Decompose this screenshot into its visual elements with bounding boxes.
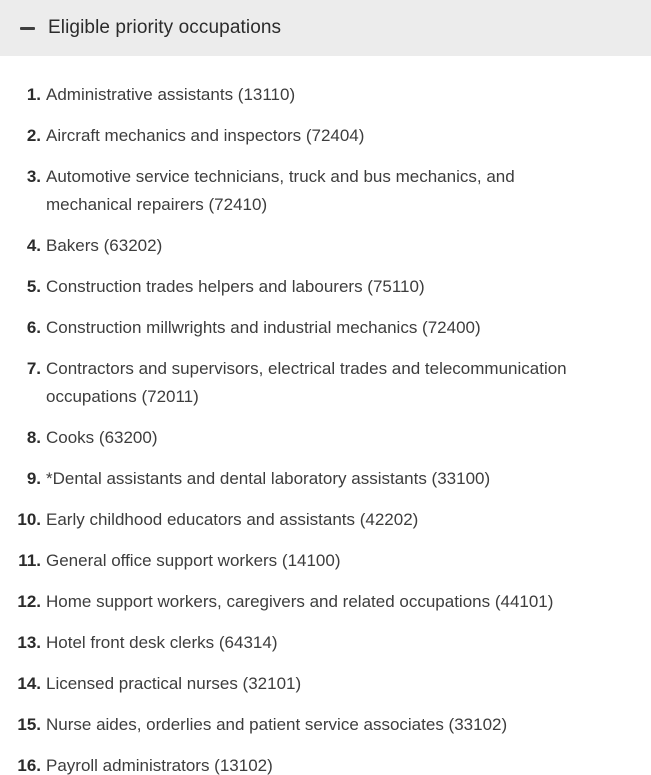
list-item-number: 9. bbox=[26, 469, 41, 488]
occupation-list-item bbox=[0, 506, 651, 534]
list-item-number: 15. bbox=[17, 715, 41, 734]
occupation-list-item bbox=[0, 670, 651, 698]
list-item-number: 5. bbox=[26, 277, 41, 296]
list-item-label: Nurse aides, orderlies and patient service associates (33102) bbox=[46, 715, 508, 734]
list-item-number: 8. bbox=[26, 428, 41, 447]
list-item-number: 2. bbox=[26, 126, 41, 145]
occupation-list-item bbox=[0, 273, 651, 301]
occupation-list-item bbox=[0, 588, 651, 616]
list-item-label: Contractors and supervisors, electrical trades and telecommunication occupations (72011) bbox=[46, 359, 567, 406]
list-item-number: 1. bbox=[26, 85, 41, 104]
list-item-number: 3. bbox=[26, 167, 41, 186]
occupation-list-item bbox=[0, 465, 651, 493]
occupation-list-item bbox=[0, 314, 651, 342]
list-item-label: Home support workers, caregivers and related occupations (44101) bbox=[46, 592, 554, 611]
accordion-header-eligible-priority-occupations[interactable] bbox=[0, 0, 651, 56]
list-item-number: 13. bbox=[17, 633, 41, 652]
occupation-list bbox=[0, 56, 651, 775]
list-item-number: 14. bbox=[17, 674, 41, 693]
list-item-label: *Dental assistants and dental laboratory assistants (33100) bbox=[46, 469, 491, 488]
minus-icon bbox=[20, 27, 35, 30]
list-item-label: Cooks (63200) bbox=[46, 428, 158, 447]
occupation-list-item bbox=[0, 711, 651, 739]
list-item-label: Early childhood educators and assistants (42202) bbox=[46, 510, 419, 529]
list-item-number: 6. bbox=[26, 318, 41, 337]
list-item-label: Aircraft mechanics and inspectors (72404) bbox=[46, 126, 365, 145]
occupation-list-item bbox=[0, 629, 651, 657]
list-item-label: Payroll administrators (13102) bbox=[46, 756, 273, 775]
list-item-label: Bakers (63202) bbox=[46, 236, 163, 255]
occupation-list-item bbox=[0, 424, 651, 452]
list-item-number: 11. bbox=[18, 551, 41, 570]
list-item-label: Construction millwrights and industrial mechanics (72400) bbox=[46, 318, 481, 337]
list-item-number: 12. bbox=[17, 592, 41, 611]
occupation-list-item bbox=[0, 547, 651, 575]
occupation-list-item bbox=[0, 163, 651, 219]
list-item-label: Hotel front desk clerks (64314) bbox=[46, 633, 278, 652]
list-item-number: 4. bbox=[26, 236, 41, 255]
occupation-list-item bbox=[0, 752, 651, 775]
occupation-list-item bbox=[0, 232, 651, 260]
list-item-label: Administrative assistants (13110) bbox=[46, 85, 296, 104]
accordion-title: Eligible priority occupations bbox=[48, 17, 282, 38]
list-item-label: Construction trades helpers and labourers (75110) bbox=[46, 277, 425, 296]
list-item-number: 7. bbox=[26, 359, 41, 378]
occupation-list-item bbox=[0, 122, 651, 150]
occupation-list-item bbox=[0, 355, 651, 411]
list-item-label: Licensed practical nurses (32101) bbox=[46, 674, 302, 693]
occupation-list-item bbox=[0, 81, 651, 109]
list-item-number: 10. bbox=[17, 510, 41, 529]
list-item-label: General office support workers (14100) bbox=[46, 551, 341, 570]
list-item-number: 16. bbox=[17, 756, 41, 775]
list-item-label: Automotive service technicians, truck and bus mechanics, and mechanical repairers (72410) bbox=[46, 167, 515, 214]
